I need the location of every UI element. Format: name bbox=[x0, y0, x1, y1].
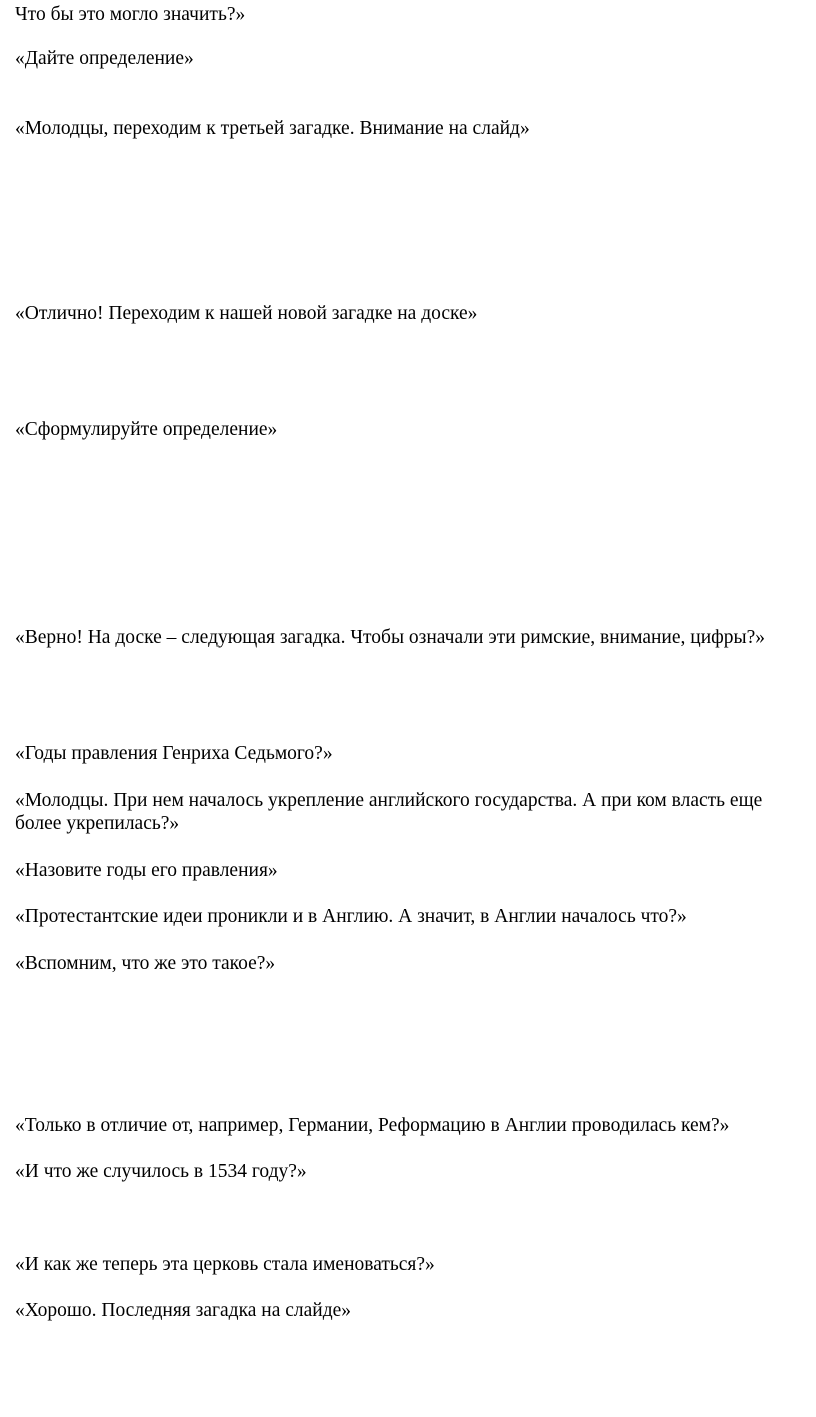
document-line: «Хорошо. Последняя загадка на слайде» bbox=[15, 1300, 352, 1321]
document-line: Что бы это могло значить?» bbox=[15, 4, 246, 25]
document-line: «Молодцы. При нем началось укрепление английского государства. А при ком власть еще более укрепилась?» bbox=[15, 790, 763, 834]
document-line: «И как же теперь эта церковь стала именоваться?» bbox=[15, 1254, 435, 1275]
document-line: «Дайте определение» bbox=[15, 48, 194, 69]
document-line: «Только в отличие от, например, Германии, Реформацию в Англии проводилась кем?» bbox=[15, 1115, 730, 1136]
document-line: «Отлично! Переходим к нашей новой загадке на доске» bbox=[15, 303, 478, 324]
document-line: «Сформулируйте определение» bbox=[15, 419, 278, 440]
document-line: «Верно! На доске – следующая загадка. Чтобы означали эти римские, внимание, цифры?» bbox=[15, 627, 766, 648]
document-line: «Протестантские идеи проникли и в Англию. А значит, в Англии началось что?» bbox=[15, 906, 687, 927]
document-line: «Молодцы, переходим к третьей загадке. Внимание на слайд» bbox=[15, 118, 530, 139]
document-line: «Годы правления Генриха Седьмого?» bbox=[15, 743, 333, 764]
document-line: «И что же случилось в 1534 году?» bbox=[15, 1161, 307, 1182]
document-line: «Вспомним, что же это такое?» bbox=[15, 953, 276, 974]
document-line: «Назовите годы его правления» bbox=[15, 860, 278, 881]
